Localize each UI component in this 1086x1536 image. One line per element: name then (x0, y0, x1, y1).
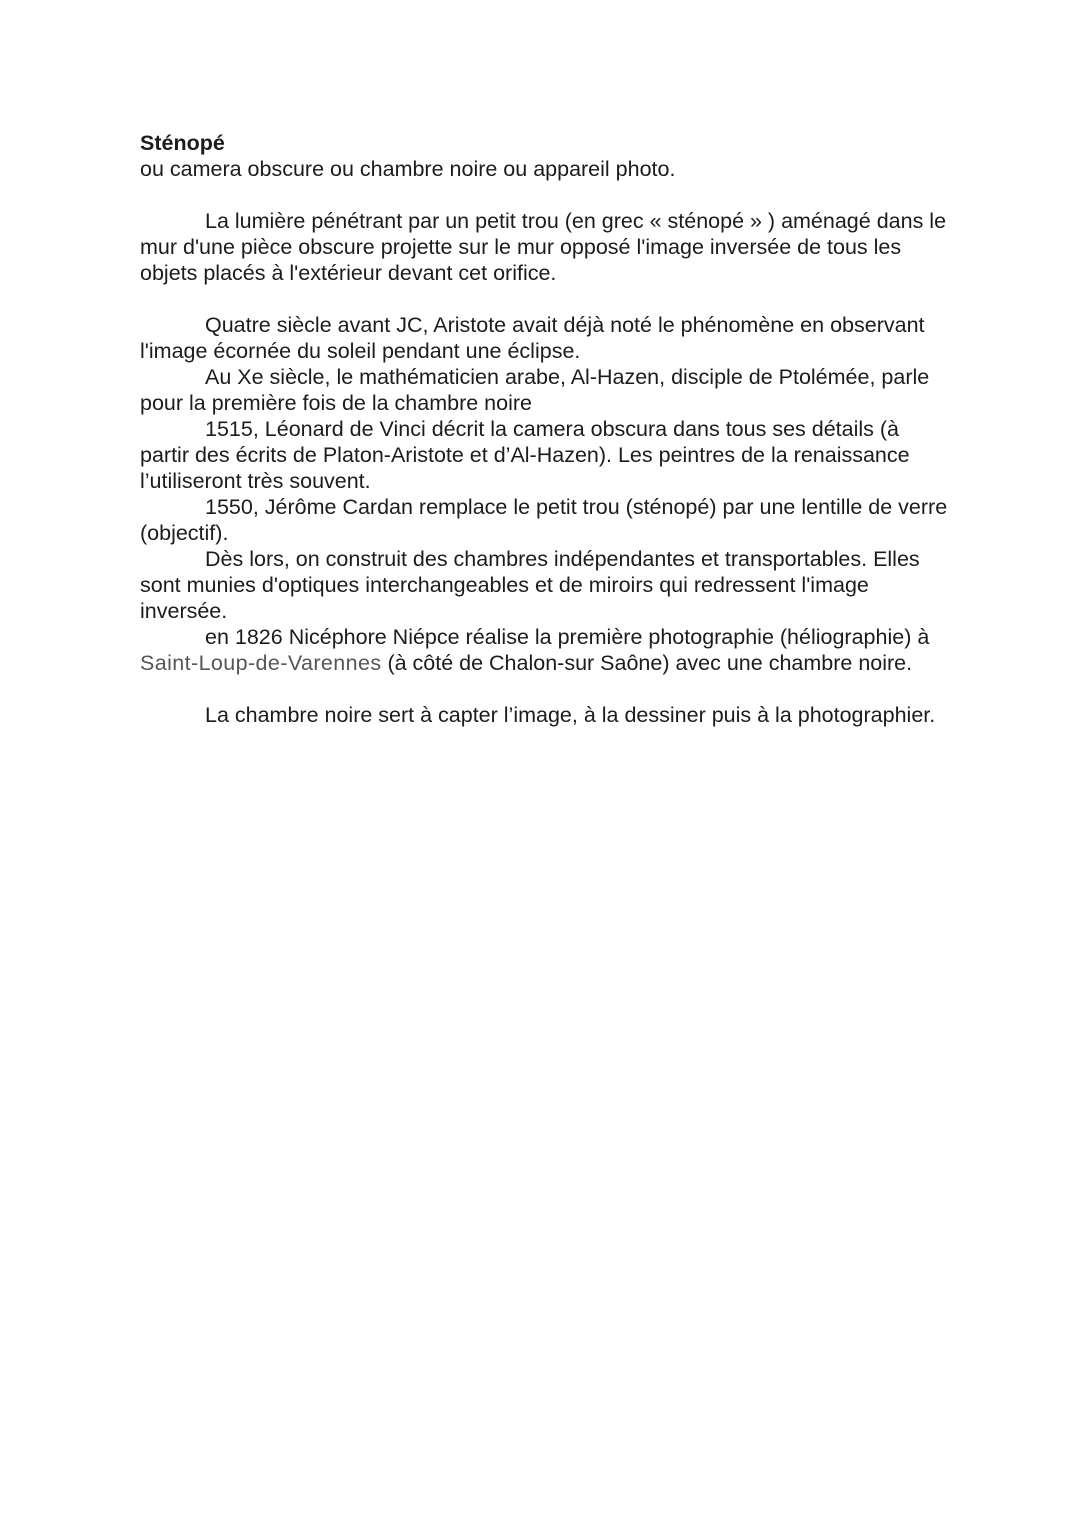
blank-line (140, 182, 952, 208)
closing-paragraph: La chambre noire sert à capter l’image, à la dessiner puis à la photographier. (205, 703, 936, 727)
niepce-paragraph (140, 624, 952, 676)
history-paragraph-chambres: Dès lors, on construit des chambres indépendantes et transportables. Elles sont munies d'optiques interchangeables et de miroirs qui redressent l'image inversée. (140, 547, 920, 623)
history-paragraph-aristote: Quatre siècle avant JC, Aristote avait déjà noté le phénomène en observant l'image écornée du soleil pendant une éclipse. (140, 313, 925, 363)
niepce-text-after: (à côté de Chalon-sur Saône) avec une chambre noire. (381, 651, 913, 675)
history-paragraph-cardan: 1550, Jérôme Cardan remplace le petit trou (sténopé) par une lentille de verre (objectif). (140, 495, 948, 545)
document-title: Sténopé (140, 131, 225, 155)
blank-line (140, 286, 952, 312)
history-paragraph-alhazen: Au Xe siècle, le mathématicien arabe, Al-Hazen, disciple de Ptolémée, parle pour la première fois de la chambre noire (140, 365, 930, 415)
place-name-saint-loup: Saint-Loup-de-Varennes (140, 651, 382, 675)
history-paragraph-vinci: 1515, Léonard de Vinci décrit la camera obscura dans tous ses détails (à partir des écrits de Platon-Aristote et d’Al-Hazen). Les peintres de la renaissance l’utiliseront très souvent. (140, 417, 910, 493)
intro-paragraph: La lumière pénétrant par un petit trou (en grec « sténopé » ) aménagé dans le mur d'une pièce obscure projette sur le mur opposé l'image inversée de tous les objets placés à l'extérieur devant cet orifice. (140, 209, 947, 285)
blank-line (140, 676, 952, 702)
document-subtitle: ou camera obscure ou chambre noire ou appareil photo. (140, 157, 676, 181)
niepce-text-before: en 1826 Nicéphore Niépce réalise la première photographie (héliographie) à (205, 625, 930, 649)
document-content (140, 130, 952, 728)
